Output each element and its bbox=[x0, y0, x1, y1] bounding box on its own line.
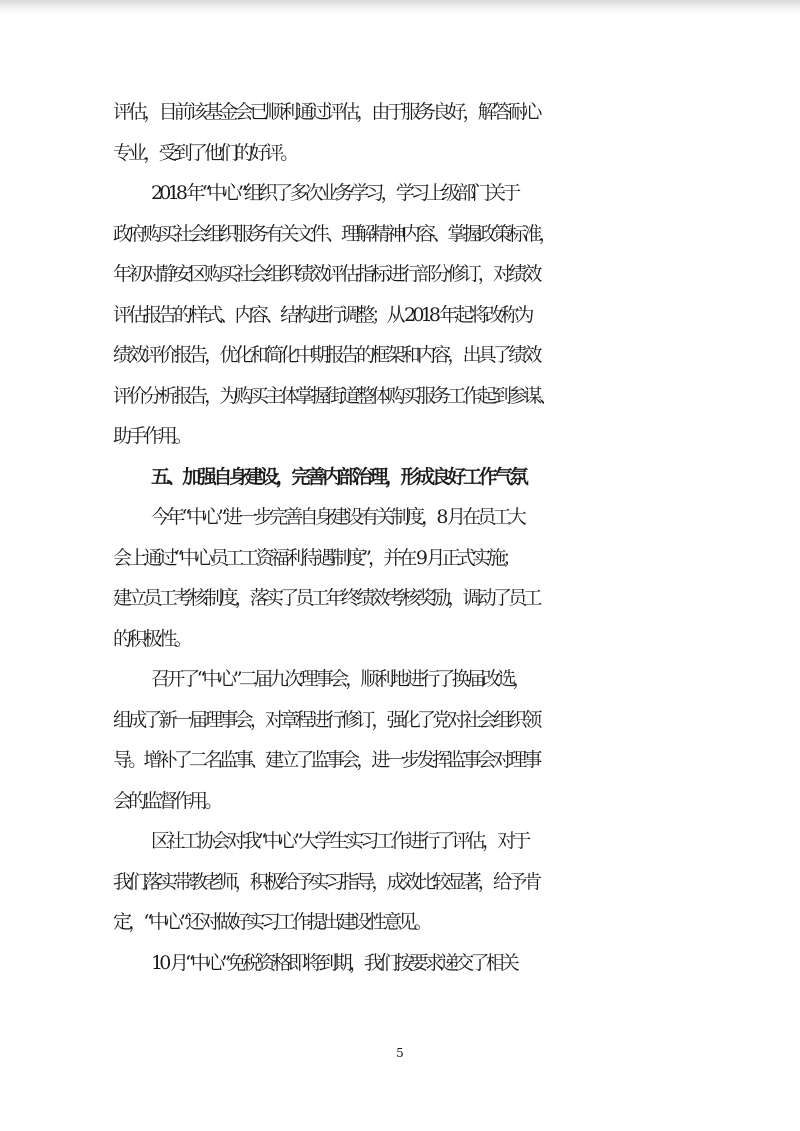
body-text-line: 的积极性。 bbox=[113, 627, 190, 650]
page-number: 5 bbox=[396, 1046, 404, 1060]
body-text-line: 专业，受到了他们的好评。 bbox=[113, 141, 296, 164]
body-text-line: 10 月“中心”免税资格即将到期，我们按要求递交了相关 bbox=[151, 951, 517, 974]
body-text-line: 会上通过“中心员工工资福利待遇制度”，并在 9 月正式实施； bbox=[113, 546, 518, 569]
body-text-line: 助手作用。 bbox=[113, 425, 190, 447]
body-text-line: 区社工协会对我“中心”大学生实习工作进行了评估，对于 bbox=[151, 830, 528, 852]
body-text-line: 会的监督作用。 bbox=[113, 789, 220, 812]
body-text-line: 今年“中心”进一步完善自身建设有关制度，8 月在员工大 bbox=[151, 506, 523, 528]
body-text-line: 评估，目前该基金会已顺利通过评估，由于服务良好，解答耐心 bbox=[113, 101, 539, 123]
body-text-line: 2018 年“中心”组织了多次业务学习，学习上级部门关于 bbox=[151, 182, 518, 204]
body-text-line: 定，“中心”还对做好实习工作提出建设性意见。 bbox=[113, 911, 429, 933]
body-text-line: 我们落实带教老师，积极给予实习指导，成效比较显著，给予肯 bbox=[113, 870, 539, 893]
body-text-line: 召开了“中心”二届九次理事会，顺利地进行了换届改选， bbox=[151, 668, 528, 690]
body-text-line: 政府购买社会组织服务有关文件、理解精神内容、掌握政策标准， bbox=[113, 222, 554, 245]
body-text-line: 评价分析报告，为购买主体掌握街道整体购买服务工作起到参谋、 bbox=[113, 384, 554, 407]
scan-edge-shadow bbox=[0, 0, 800, 14]
body-text-line: 绩效评价报告，优化和简化中期报告的框架和内容，出具了绩效 bbox=[113, 344, 539, 366]
body-text-line: 年初对静安区购买社会组织绩效评估指标进行部分修订，对绩效 bbox=[113, 263, 539, 285]
body-text-line: 建立员工考核制度，落实了员工年终绩效考核奖励，调动了员工 bbox=[113, 587, 539, 609]
body-text-line: 评估报告的样式、内容、结构进行调整；从 2018 年起将改称为 bbox=[113, 303, 531, 326]
body-text-line: 导。增补了二名监事、建立了监事会，进一步发挥监事会对理事 bbox=[113, 749, 539, 771]
body-text-line: 组成了新一届理事会，对章程进行修订，强化了党对社会组织领 bbox=[113, 708, 539, 731]
section-heading: 五、加强自身建设，完善内部治理，形成良好工作气氛 bbox=[151, 465, 526, 488]
